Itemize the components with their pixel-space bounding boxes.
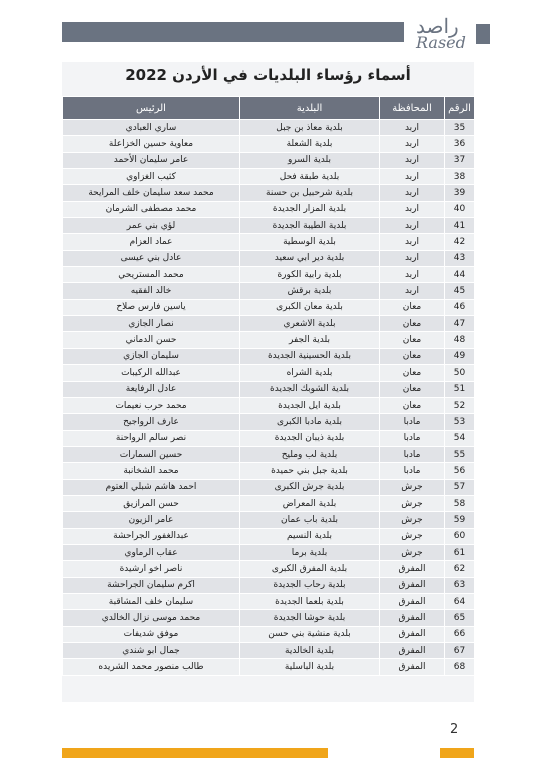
cell-municipality: بلدية رحاب الجديدة xyxy=(240,577,380,593)
table-row xyxy=(63,365,475,381)
table-row xyxy=(63,120,475,136)
cell-mayor: محمد سعد سليمان خلف المرايحة xyxy=(63,185,240,201)
document-title: أسماء رؤساء البلديات في الأردن 2022 xyxy=(125,66,411,84)
table-row xyxy=(63,348,475,364)
cell-number: 57 xyxy=(445,479,475,495)
cell-number: 59 xyxy=(445,512,475,528)
table-row xyxy=(63,234,475,250)
cell-mayor: عامر سليمان الأحمد xyxy=(63,152,240,168)
table-row xyxy=(63,495,475,511)
table-row xyxy=(63,610,475,626)
cell-governorate: المفرق xyxy=(380,593,445,609)
cell-governorate: اربد xyxy=(380,250,445,266)
cell-municipality: بلدية معاذ بن جبل xyxy=(240,120,380,136)
table-row xyxy=(63,201,475,217)
cell-mayor: عبدالغفور الجراحشة xyxy=(63,528,240,544)
cell-number: 52 xyxy=(445,397,475,413)
cell-municipality: بلدية ايل الجديدة xyxy=(240,397,380,413)
footer-bar-right xyxy=(440,748,474,758)
table-row xyxy=(63,544,475,560)
table-row xyxy=(63,218,475,234)
cell-number: 50 xyxy=(445,365,475,381)
cell-mayor: ناصر اخو ارشيدة xyxy=(63,561,240,577)
cell-number: 62 xyxy=(445,561,475,577)
cell-number: 56 xyxy=(445,463,475,479)
cell-number: 54 xyxy=(445,430,475,446)
logo-latin: Rased xyxy=(416,33,466,52)
cell-number: 49 xyxy=(445,348,475,364)
cell-municipality: بلدية منشية بني حسن xyxy=(240,626,380,642)
cell-mayor: سليمان خلف المشاقبة xyxy=(63,593,240,609)
cell-mayor: محمد المستريحي xyxy=(63,267,240,283)
cell-number: 65 xyxy=(445,610,475,626)
table-row xyxy=(63,250,475,266)
table-row xyxy=(63,643,475,659)
cell-mayor: كثيب الغزاوي xyxy=(63,169,240,185)
rased-logo xyxy=(410,14,500,54)
table-row xyxy=(63,430,475,446)
table-row xyxy=(63,267,475,283)
cell-governorate: معان xyxy=(380,397,445,413)
cell-mayor: موفق شديفات xyxy=(63,626,240,642)
cell-mayor: محمد موسى نزال الخالدي xyxy=(63,610,240,626)
cell-municipality: بلدية جبل بني حميدة xyxy=(240,463,380,479)
cell-number: 45 xyxy=(445,283,475,299)
cell-mayor: حسن الدماني xyxy=(63,332,240,348)
cell-mayor: معاوية حسين الخزاعلة xyxy=(63,136,240,152)
cell-governorate: المفرق xyxy=(380,561,445,577)
cell-mayor: حسن المرازيق xyxy=(63,495,240,511)
footer-bar-left xyxy=(62,748,328,758)
cell-governorate: مادبا xyxy=(380,446,445,462)
cell-number: 60 xyxy=(445,528,475,544)
cell-number: 37 xyxy=(445,152,475,168)
cell-mayor: عارف الرواجيح xyxy=(63,414,240,430)
table-row xyxy=(63,593,475,609)
cell-municipality: بلدية الوسطية xyxy=(240,234,380,250)
cell-governorate: اربد xyxy=(380,136,445,152)
cell-mayor: محمد الشخانبة xyxy=(63,463,240,479)
cell-municipality: بلدية النسيم xyxy=(240,528,380,544)
table-row xyxy=(63,152,475,168)
header-bar xyxy=(62,22,404,42)
table-row xyxy=(63,299,475,315)
cell-governorate: المفرق xyxy=(380,643,445,659)
cell-governorate: اربد xyxy=(380,234,445,250)
table-row xyxy=(63,316,475,332)
header-number: الرقم xyxy=(445,97,475,120)
cell-governorate: مادبا xyxy=(380,430,445,446)
cell-municipality: بلدية لب ومليح xyxy=(240,446,380,462)
cell-governorate: اربد xyxy=(380,152,445,168)
cell-mayor: سليمان الجازي xyxy=(63,348,240,364)
cell-governorate: معان xyxy=(380,299,445,315)
cell-mayor: اكرم سليمان الجراحشة xyxy=(63,577,240,593)
cell-number: 36 xyxy=(445,136,475,152)
cell-number: 47 xyxy=(445,316,475,332)
table-row xyxy=(63,528,475,544)
header-municipality: البلدية xyxy=(240,97,380,120)
cell-municipality: بلدية معان الكبرى xyxy=(240,299,380,315)
cell-municipality: بلدية حوشا الجديدة xyxy=(240,610,380,626)
cell-number: 67 xyxy=(445,643,475,659)
cell-number: 61 xyxy=(445,544,475,560)
table-row xyxy=(63,659,475,675)
cell-governorate: جرش xyxy=(380,495,445,511)
cell-number: 35 xyxy=(445,120,475,136)
cell-municipality: بلدية برما xyxy=(240,544,380,560)
cell-number: 48 xyxy=(445,332,475,348)
cell-governorate: المفرق xyxy=(380,659,445,675)
cell-governorate: معان xyxy=(380,348,445,364)
table-row xyxy=(63,169,475,185)
cell-governorate: معان xyxy=(380,365,445,381)
table-row xyxy=(63,397,475,413)
cell-governorate: اربد xyxy=(380,201,445,217)
cell-number: 41 xyxy=(445,218,475,234)
cell-governorate: جرش xyxy=(380,479,445,495)
cell-mayor: ياسين فارس صلاح xyxy=(63,299,240,315)
cell-municipality: بلدية جرش الكبرى xyxy=(240,479,380,495)
table-row xyxy=(63,283,475,299)
cell-municipality: بلدية الشعلة xyxy=(240,136,380,152)
cell-municipality: بلدية الخالدية xyxy=(240,643,380,659)
cell-municipality: بلدية الشراه xyxy=(240,365,380,381)
cell-municipality: بلدية الحسينية الجديدة xyxy=(240,348,380,364)
cell-mayor: نصر سالم الرواحنة xyxy=(63,430,240,446)
cell-number: 44 xyxy=(445,267,475,283)
cell-governorate: اربد xyxy=(380,218,445,234)
table-header-row xyxy=(63,97,475,120)
table-row xyxy=(63,463,475,479)
cell-number: 68 xyxy=(445,659,475,675)
cell-municipality: بلدية السرو xyxy=(240,152,380,168)
cell-number: 38 xyxy=(445,169,475,185)
cell-number: 43 xyxy=(445,250,475,266)
cell-municipality: بلدية المفرق الكبرى xyxy=(240,561,380,577)
cell-number: 51 xyxy=(445,381,475,397)
cell-governorate: معان xyxy=(380,381,445,397)
cell-number: 42 xyxy=(445,234,475,250)
cell-governorate: المفرق xyxy=(380,577,445,593)
cell-governorate: المفرق xyxy=(380,626,445,642)
cell-municipality: بلدية باب عمان xyxy=(240,512,380,528)
cell-governorate: جرش xyxy=(380,528,445,544)
table-row xyxy=(63,626,475,642)
cell-number: 58 xyxy=(445,495,475,511)
cell-number: 40 xyxy=(445,201,475,217)
table-row xyxy=(63,561,475,577)
logo-arabic: راصد xyxy=(416,14,459,38)
cell-municipality: بلدية الشوبك الجديدة xyxy=(240,381,380,397)
cell-mayor: حسين السمارات xyxy=(63,446,240,462)
table-row xyxy=(63,577,475,593)
cell-mayor: محمد مصطفى الشرمان xyxy=(63,201,240,217)
cell-municipality: بلدية المعراض xyxy=(240,495,380,511)
cell-mayor: عقاب الرماوي xyxy=(63,544,240,560)
cell-mayor: عماد العزام xyxy=(63,234,240,250)
cell-municipality: بلدية الباسلية xyxy=(240,659,380,675)
header-governorate: المحافظة xyxy=(380,97,445,120)
cell-municipality: بلدية بلعما الجديدة xyxy=(240,593,380,609)
cell-governorate: مادبا xyxy=(380,414,445,430)
header-mayor: الرئيس xyxy=(63,97,240,120)
cell-governorate: مادبا xyxy=(380,463,445,479)
cell-mayor: جمال ابو شندي xyxy=(63,643,240,659)
cell-mayor: عادل الرفايعة xyxy=(63,381,240,397)
cell-governorate: اربد xyxy=(380,169,445,185)
table-row xyxy=(63,512,475,528)
cell-governorate: اربد xyxy=(380,120,445,136)
cell-municipality: بلدية دير ابي سعيد xyxy=(240,250,380,266)
page-number: 2 xyxy=(450,722,459,737)
cell-mayor: عامر الزيون xyxy=(63,512,240,528)
cell-mayor: عبدالله الركيبات xyxy=(63,365,240,381)
mayors-table xyxy=(62,96,475,676)
cell-municipality: بلدية الاشعري xyxy=(240,316,380,332)
cell-mayor: خالد الفقيه xyxy=(63,283,240,299)
cell-governorate: اربد xyxy=(380,283,445,299)
cell-governorate: اربد xyxy=(380,185,445,201)
table-row xyxy=(63,185,475,201)
cell-number: 53 xyxy=(445,414,475,430)
cell-mayor: احمد هاشم شبلي العتوم xyxy=(63,479,240,495)
table-row xyxy=(63,332,475,348)
table-row xyxy=(63,414,475,430)
cell-governorate: معان xyxy=(380,316,445,332)
table-row xyxy=(63,446,475,462)
cell-governorate: جرش xyxy=(380,512,445,528)
cell-municipality: بلدية مادبا الكبرى xyxy=(240,414,380,430)
cell-municipality: بلدية رابية الكورة xyxy=(240,267,380,283)
cell-municipality: بلدية الطيبة الجديدة xyxy=(240,218,380,234)
cell-number: 55 xyxy=(445,446,475,462)
cell-mayor: عادل بني عيسى xyxy=(63,250,240,266)
cell-governorate: جرش xyxy=(380,544,445,560)
cell-municipality: بلدية شرحبيل بن حسنة xyxy=(240,185,380,201)
table-row xyxy=(63,381,475,397)
cell-municipality: بلدية برقش xyxy=(240,283,380,299)
cell-municipality: بلدية ذيبان الجديدة xyxy=(240,430,380,446)
cell-governorate: معان xyxy=(380,332,445,348)
cell-mayor: نصار الجازي xyxy=(63,316,240,332)
cell-governorate: المفرق xyxy=(380,610,445,626)
cell-number: 46 xyxy=(445,299,475,315)
cell-number: 64 xyxy=(445,593,475,609)
cell-municipality: بلدية طبقة فحل xyxy=(240,169,380,185)
table-body xyxy=(63,120,475,676)
logo-tail-shape xyxy=(476,24,490,44)
cell-number: 39 xyxy=(445,185,475,201)
cell-municipality: بلدية الجفر xyxy=(240,332,380,348)
cell-mayor: طالب منصور محمد الشريده xyxy=(63,659,240,675)
table-row xyxy=(63,136,475,152)
cell-number: 63 xyxy=(445,577,475,593)
cell-mayor: لؤي بني عمر xyxy=(63,218,240,234)
cell-mayor: محمد حرب نعيمات xyxy=(63,397,240,413)
cell-governorate: اربد xyxy=(380,267,445,283)
table-row xyxy=(63,479,475,495)
cell-number: 66 xyxy=(445,626,475,642)
cell-mayor: ساري العبادي xyxy=(63,120,240,136)
cell-municipality: بلدية المزار الجديدة xyxy=(240,201,380,217)
